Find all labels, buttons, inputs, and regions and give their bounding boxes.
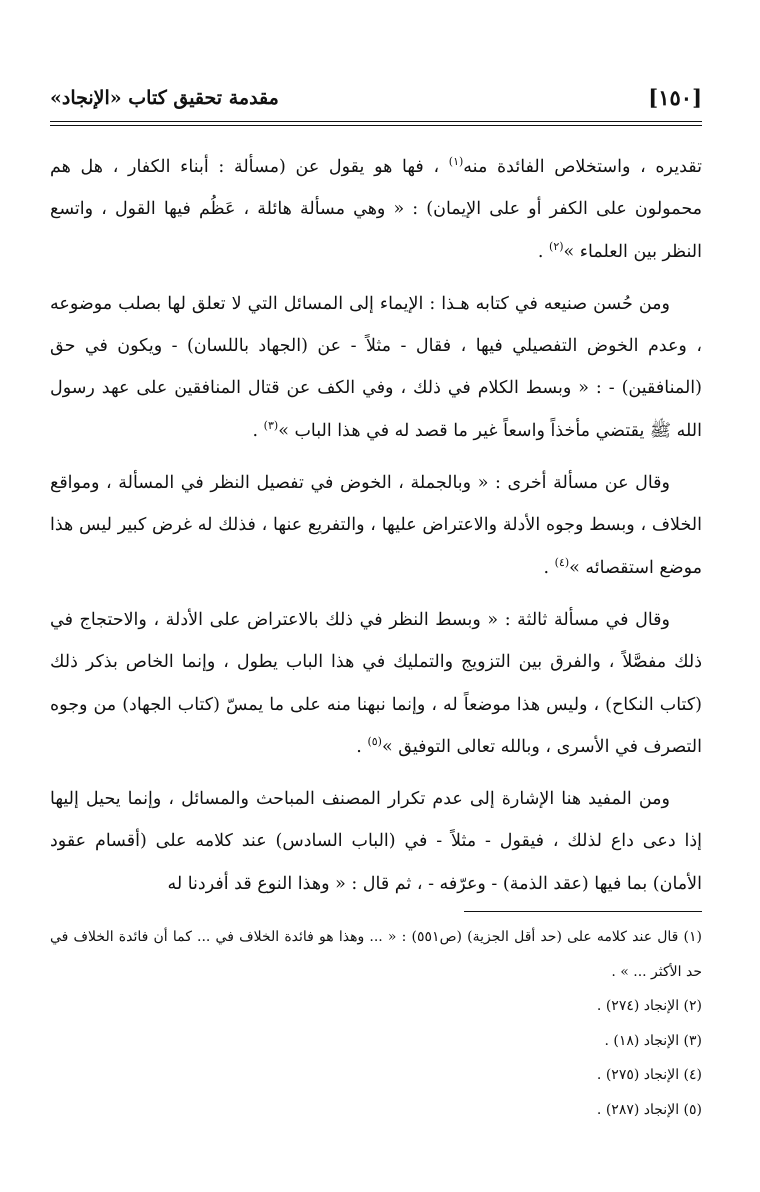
- paragraph: [50, 599, 702, 768]
- header-rule-bottom: [50, 125, 702, 126]
- paragraph: [50, 146, 702, 273]
- paragraph: [50, 778, 702, 905]
- footnote-ref: (٤): [554, 555, 570, 569]
- footnote-ref: (٢): [549, 239, 564, 253]
- paragraph-text: وقال في مسألة ثالثة : « وبسط النظر في ذلك بالاعتراض على الأدلة ، والاحتجاج في ذلك مفصَّلاً ، والفرق بين التزويج والتمليك في هذا الباب يطول ، وإنما الخاص بذكر ذلك (كتاب النكاح) ، وليس هذا موضعاً له ، وإنما نبهنا منه على ما يمسّ (كتاب الجهاد) من وجوه التصرف في الأسرى ، وبالله تعالى التوفيق »: [50, 609, 702, 757]
- paragraph-text: ومن المفيد هنا الإشارة إلى عدم تكرار المصنف المباحث والمسائل ، وإنما يحيل إليها إذا دعى داع لذلك ، فيقول - مثلاً - في (الباب السادس) عند كلامه على (أقسام عقود الأمان) بما فيها (عقد الذمة) - وعرّفه - ، ثم قال : « وهذا النوع قد أفردنا له: [50, 789, 702, 894]
- paragraph-text: .: [537, 241, 550, 262]
- footnote: (٣) الإنجاد (١٨) .: [604, 1032, 702, 1049]
- paragraph-text: ، فها هو يقول عن (مسألة : أبناء الكفار ، هل هم محمولون على الكفر أو على الإيمان) : « وهي مسألة هائلة ، عَظُم فيها القول ، واتسع النظر بين العلماء »: [50, 157, 702, 262]
- running-title: مقدمة تحقيق كتاب «الإنجاد»: [50, 87, 279, 109]
- footnote-ref: (٣): [263, 418, 279, 432]
- paragraph: [50, 462, 702, 589]
- page-number: [١٥٠]: [648, 85, 702, 110]
- footnote-ref: (٥): [367, 735, 382, 749]
- footnote: (٤) الإنجاد (٢٧٥) .: [596, 1067, 702, 1083]
- footnote: (٥) الإنجاد (٢٨٧) .: [596, 1101, 702, 1118]
- paragraph-text: ومن حُسن صنيعه في كتابه هـذا : الإيماء إلى المسائل التي لا تعلق لها بصلب موضوعه ، وعدم الخوض التفصيلي فيها ، فقال - مثلاً - عن (الجهاد باللسان) - ويكون في حق (المنافقين) - : « وبسط الكلام في ذلك ، وفي الكف عن قتال المنافقين على عهد رسول الله ﷺ يقتضي مأخذاً واسعاً غير ما قصد له في هذا الباب »: [50, 293, 702, 441]
- paragraph: [50, 283, 702, 452]
- header-rule-top: [50, 121, 702, 122]
- footnote: (٢) الإنجاد (٢٧٤) .: [596, 998, 702, 1014]
- footnote-separator: [464, 911, 702, 912]
- page-header: [50, 78, 702, 118]
- body-text: [50, 146, 702, 915]
- paragraph-text: .: [356, 736, 368, 757]
- footnotes: [50, 920, 702, 1127]
- paragraph-text: .: [252, 420, 264, 441]
- paragraph-text: وقال عن مسألة أخرى : « وبالجملة ، الخوض في تفصيل النظر في المسألة ، ومواقع الخلاف ، وبسط وجوه الأدلة والاعتراض عليها ، والتفريع عنها ، فذلك له غرض كبير ليس هذا موضع استقصائه »: [50, 473, 702, 578]
- paragraph-text: .: [543, 557, 555, 578]
- footnote: (١) قال عند كلامه على (حد أقل الجزية) (ص٥٥١) : « ... وهذا هو فائدة الخلاف في ... كما أن فائدة الخلاف في حد الأكثر ... » .: [50, 929, 702, 980]
- footnote-ref: (١): [448, 155, 464, 169]
- paragraph-text: تقديره ، واستخلاص الفائدة منه: [463, 157, 702, 177]
